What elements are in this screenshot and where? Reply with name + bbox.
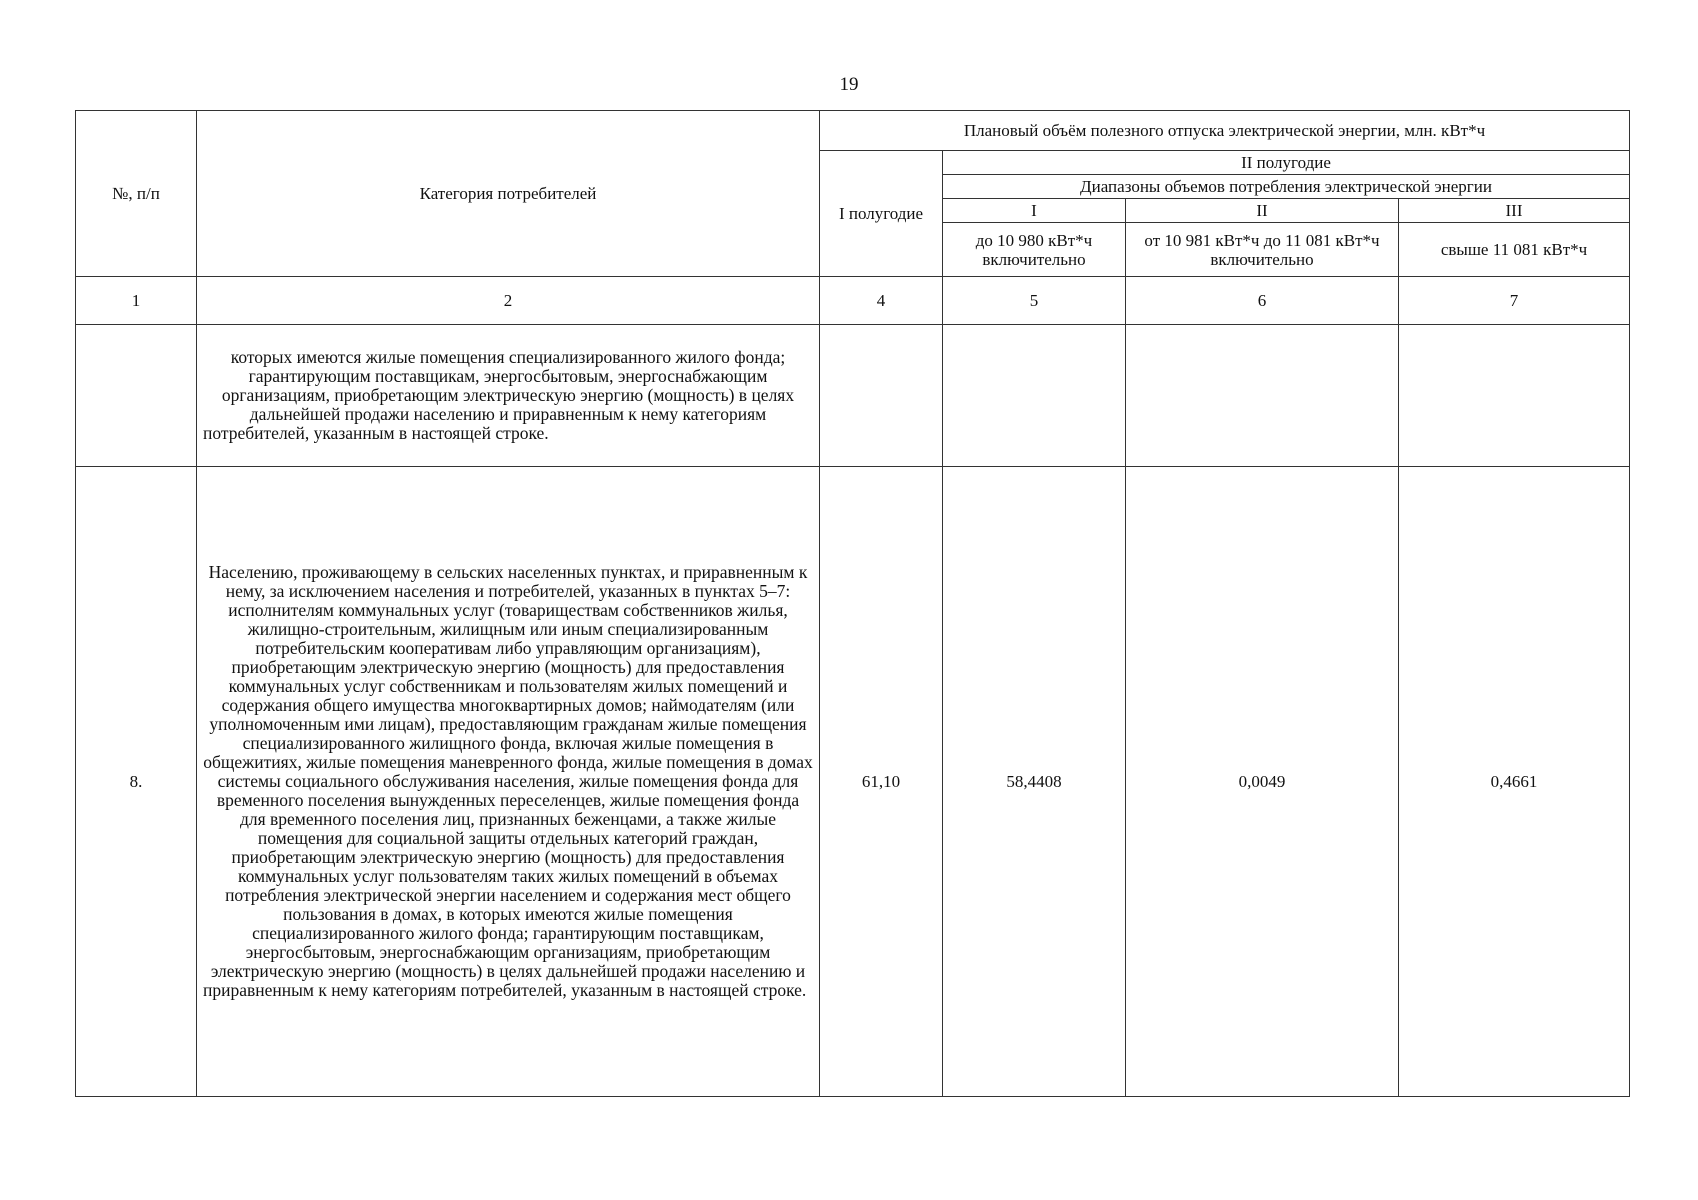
row-category: которых имеются жилые помещения специализированного жилого фонда; гарантирующим поставщикам, энергосбытовым, энергоснабжающим организациям, приобретающим электрическую энергию (мощность) в целях дальнейшей продажи населению и приравненным к нему категориям потребителей, указанным в настоящей строке. [197, 325, 820, 467]
row-range-3-value [1399, 325, 1630, 467]
row-range-1-value [943, 325, 1126, 467]
header-range-1-desc: до 10 980 кВт*ч включительно [943, 223, 1126, 277]
row-first-half-value: 61,10 [820, 467, 943, 1097]
header-category-cell: Категория потребителей [197, 111, 820, 277]
table-row [76, 467, 1630, 1097]
header-range-3: III [1399, 199, 1630, 223]
row-range-2-value [1126, 325, 1399, 467]
colnum-5: 5 [943, 277, 1126, 325]
header-range-2: II [1126, 199, 1399, 223]
consumption-table [75, 110, 1630, 1097]
header-range-1: I [943, 199, 1126, 223]
header-first-half: I полугодие [820, 151, 943, 277]
header-second-half: II полугодие [943, 151, 1630, 175]
row-number [76, 325, 197, 467]
row-first-half-value [820, 325, 943, 467]
colnum-7: 7 [1399, 277, 1630, 325]
row-range-2-value: 0,0049 [1126, 467, 1399, 1097]
header-number-cell: №, п/п [76, 111, 197, 277]
colnum-6: 6 [1126, 277, 1399, 325]
header-range-3-desc: свыше 11 081 кВт*ч [1399, 223, 1630, 277]
page-number: 19 [839, 74, 859, 95]
row-category: Населению, проживающему в сельских населенных пунктах, и приравненным к нему, за исключением населения и потребителей, указанных в пунктах 5–7: исполнителям коммунальных услуг (товариществам собственников жилья, жилищно-строительным, жилищным или иным специализированным потребительским кооперативам либо управляющим организациям), приобретающим электрическую энергию (мощность) для предоставления коммунальных услуг собственникам и пользователям жилых помещений и содержания общего имущества многоквартирных домов; наймодателям (или уполномоченным ими лицам), предоставляющим гражданам жилые помещения специализированного жилищного фонда, включая жилые помещения в общежитиях, жилые помещения маневренного фонда, жилые помещения в домах системы социального обслуживания населения, жилые помещения фонда для временного поселения вынужденных переселенцев, жилые помещения фонда для временного поселения лиц, признанных беженцами, а также жилые помещения для социальной защиты отдельных категорий граждан, приобретающим электрическую энергию (мощность) для предоставления коммунальных услуг пользователям таких жилых помещений в объемах потребления электрической энергии населением и содержания мест общего пользования в домах, в которых имеются жилые помещения специализированного жилого фонда; гарантирующим поставщикам, энергосбытовым, энергоснабжающим организациям, приобретающим электрическую энергию (мощность) в целях дальнейшей продажи населению и приравненным к нему категориям потребителей, указанным в настоящей строке. [197, 467, 820, 1097]
header-range-2-desc: от 10 981 кВт*ч до 11 081 кВт*ч включительно [1126, 223, 1399, 277]
header-planned-volume: Плановый объём полезного отпуска электрической энергии, млн. кВт*ч [820, 111, 1630, 151]
row-range-1-value: 58,4408 [943, 467, 1126, 1097]
header-row-1 [76, 111, 1630, 151]
header-ranges: Диапазоны объемов потребления электрической энергии [943, 175, 1630, 199]
colnum-2: 2 [197, 277, 820, 325]
row-range-3-value: 0,4661 [1399, 467, 1630, 1097]
column-number-row [76, 277, 1630, 325]
colnum-1: 1 [76, 277, 197, 325]
colnum-4: 4 [820, 277, 943, 325]
row-number: 8. [76, 467, 197, 1097]
table-row [76, 325, 1630, 467]
